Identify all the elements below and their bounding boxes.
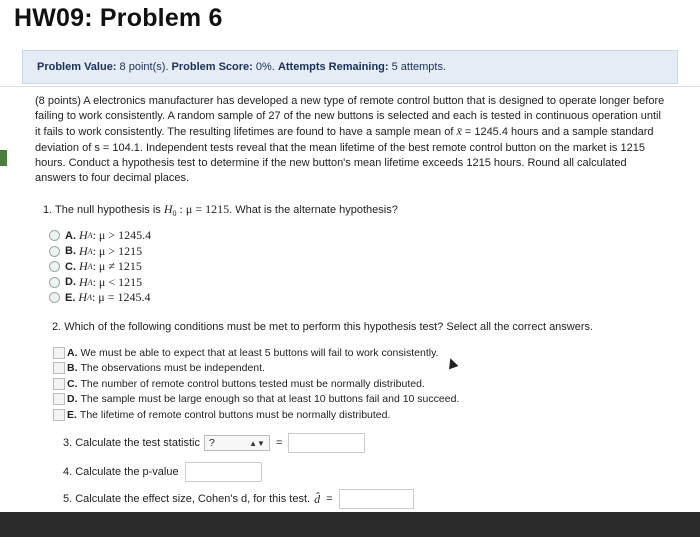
select-updown-icon: ▲▼ (249, 438, 265, 448)
radio-button[interactable] (49, 246, 60, 257)
q1-option-d[interactable]: D. H A : μ < 1215 (49, 275, 151, 291)
problem-value: 8 point(s). (119, 61, 169, 73)
problem-statement (35, 94, 669, 186)
question-1 (43, 202, 398, 218)
q2-option-c[interactable]: C. The number of remote control buttons tested must be normally distributed. (53, 376, 459, 392)
attempts-label: Attempts Remaining: (277, 61, 389, 73)
radio-button[interactable] (49, 230, 60, 241)
radio-button[interactable] (49, 261, 60, 272)
q1-h0-rest: : μ = 1215 (176, 202, 230, 216)
checkbox[interactable] (53, 378, 65, 390)
q2-option-b[interactable]: B. The observations must be independent. (53, 361, 459, 377)
question-4 (63, 462, 262, 482)
q1-suffix: . What is the alternate hypothesis? (229, 204, 398, 216)
select-value: ? (208, 437, 215, 449)
problem-score: 0%. (255, 61, 275, 73)
radio-button[interactable] (49, 277, 60, 288)
checkbox[interactable] (53, 393, 65, 405)
test-statistic-input[interactable] (288, 433, 365, 453)
q2-option-e[interactable]: E. The lifetime of remote control buttons must be normally distributed. (53, 407, 459, 423)
q3-label: 3. Calculate the test statistic (63, 437, 200, 449)
q1-option-a[interactable]: A. H A : μ > 1245.4 (49, 228, 151, 244)
checkbox[interactable] (53, 409, 65, 421)
checkbox[interactable] (53, 362, 65, 374)
checkbox[interactable] (53, 347, 65, 359)
q1-h0-sub: 0 (172, 209, 177, 219)
q1-option-b[interactable]: B. H A : μ > 1215 (49, 244, 151, 260)
page-title: HW09: Problem 6 (14, 4, 223, 32)
d-hat-symbol: d̂ (314, 491, 321, 506)
q5-label: 5. Calculate the effect size, Cohen's d, for this test. (63, 493, 311, 505)
q1-option-c[interactable]: C. H A : μ ≠ 1215 (49, 259, 151, 275)
problem-info-bar (22, 50, 678, 84)
radio-button[interactable] (49, 292, 60, 303)
q2-option-d[interactable]: D. The sample must be large enough so that at least 10 buttons fail and 10 succeed. (53, 392, 459, 408)
equals-sign: = (275, 437, 283, 449)
question-2: 2. Which of the following conditions must be met to perform this hypothesis test? Select all the correct answers. (52, 321, 594, 333)
divider (0, 86, 700, 87)
q2-options (53, 345, 459, 423)
question-5 (63, 489, 414, 509)
cohens-d-input[interactable] (339, 489, 414, 509)
problem-text-part1: (8 points) A electronics manufacturer has developed a new type of remote control button that is designed to operate longer before failing to work consistently. A random sample of 27 of the new buttons is selected and each is tested in continuous operation until it fails to work consistently. The resulting lifetimes are found to have a sample mean of (35, 95, 665, 139)
problem-score-label: Problem Score: (171, 61, 253, 73)
equals-sign: = (326, 493, 333, 505)
attempts-remaining: 5 attempts. (391, 61, 447, 73)
test-statistic-select[interactable] (204, 435, 270, 451)
q4-label: 4. Calculate the p-value (63, 466, 179, 478)
q1-option-e[interactable]: E. H A : μ = 1245.4 (49, 290, 151, 306)
xbar-symbol: x̄ (456, 124, 462, 139)
q1-options (49, 228, 151, 306)
question-3 (63, 433, 365, 453)
problem-value-label: Problem Value: (37, 61, 117, 73)
q1-h0: H (163, 202, 173, 216)
p-value-input[interactable] (185, 462, 262, 482)
problem-text-part2: = 1245.4 hours and a sample standard deviation of s = 104.1. Independent tests reveal that the mean lifetime of the best remote control button on the market is 1215 hours. Conduct a hypothesis test to determine if the new button's mean lifetime exceeds 1215 hours. Round all calculated answers to four decimal places. (35, 126, 654, 185)
q2-option-a[interactable]: A. We must be able to expect that at least 5 buttons will fail to work consistently. (53, 345, 459, 361)
left-accent-marker (0, 150, 7, 166)
bottom-bar (0, 512, 700, 537)
q1-prefix: 1. The null hypothesis is (43, 204, 164, 216)
